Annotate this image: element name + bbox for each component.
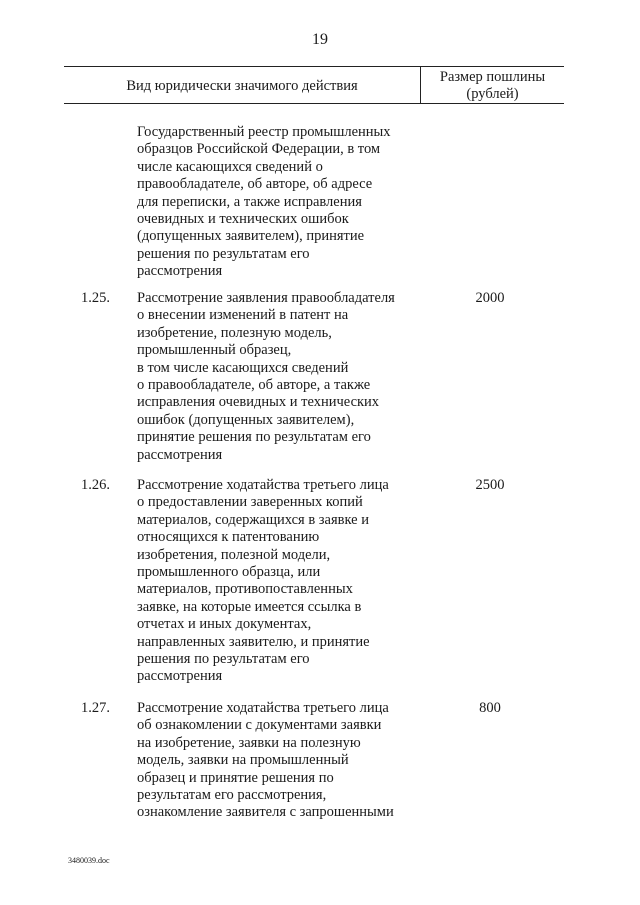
row-fee: 2500 <box>475 477 505 493</box>
document-id: 3480039.doc <box>68 856 110 865</box>
row-number: 1.26. <box>81 477 110 493</box>
table-header-fee: Размер пошлины (рублей) <box>439 69 546 102</box>
row-fee: 2000 <box>475 290 505 306</box>
page-number: 19 <box>312 31 328 48</box>
row-fee: 800 <box>479 700 501 716</box>
table-rule-bottom <box>64 103 564 104</box>
row-number: 1.27. <box>81 700 110 716</box>
table-rule-top <box>64 66 564 67</box>
table-header-action: Вид юридически значимого действия <box>126 78 358 94</box>
row-description: Рассмотрение ходатайства третьего лица об ознакомлении с документами заявки на изобретение, заявки на полезную модель, заявки на промышленный образец и принятие решения по результатам его рассмотрения, ознакомление заявителя с запрошенными <box>137 700 394 821</box>
row-description: Рассмотрение ходатайства третьего лица о предоставлении заверенных копий материалов, содержащихся в заявке и относящихся к патентованию изобретения, полезной модели, промышленного образца, или материалов, противопоставленных заявке, на которые имеется ссылка в отчетах и иных документах, направленных заявителю, и принятие решения по результатам его рассмотрения <box>137 477 389 685</box>
row-description: Государственный реестр промышленных образцов Российской Федерации, в том числе касающихся сведений о правообладателе, об авторе, об адресе для переписки, а также исправления очевидных и технических ошибок (допущенных заявителем), принятие решения по результатам его рассмотрения <box>137 124 391 280</box>
row-number: 1.25. <box>81 290 110 306</box>
row-description: Рассмотрение заявления правообладателя о внесении изменений в патент на изобретение, полезную модель, промышленный образец, в том числе касающихся сведений о правообладателе, об авторе, а также исправления очевидных и технических ошибок (допущенных заявителем), принятие решения по результатам его рассмотрения <box>137 290 395 463</box>
